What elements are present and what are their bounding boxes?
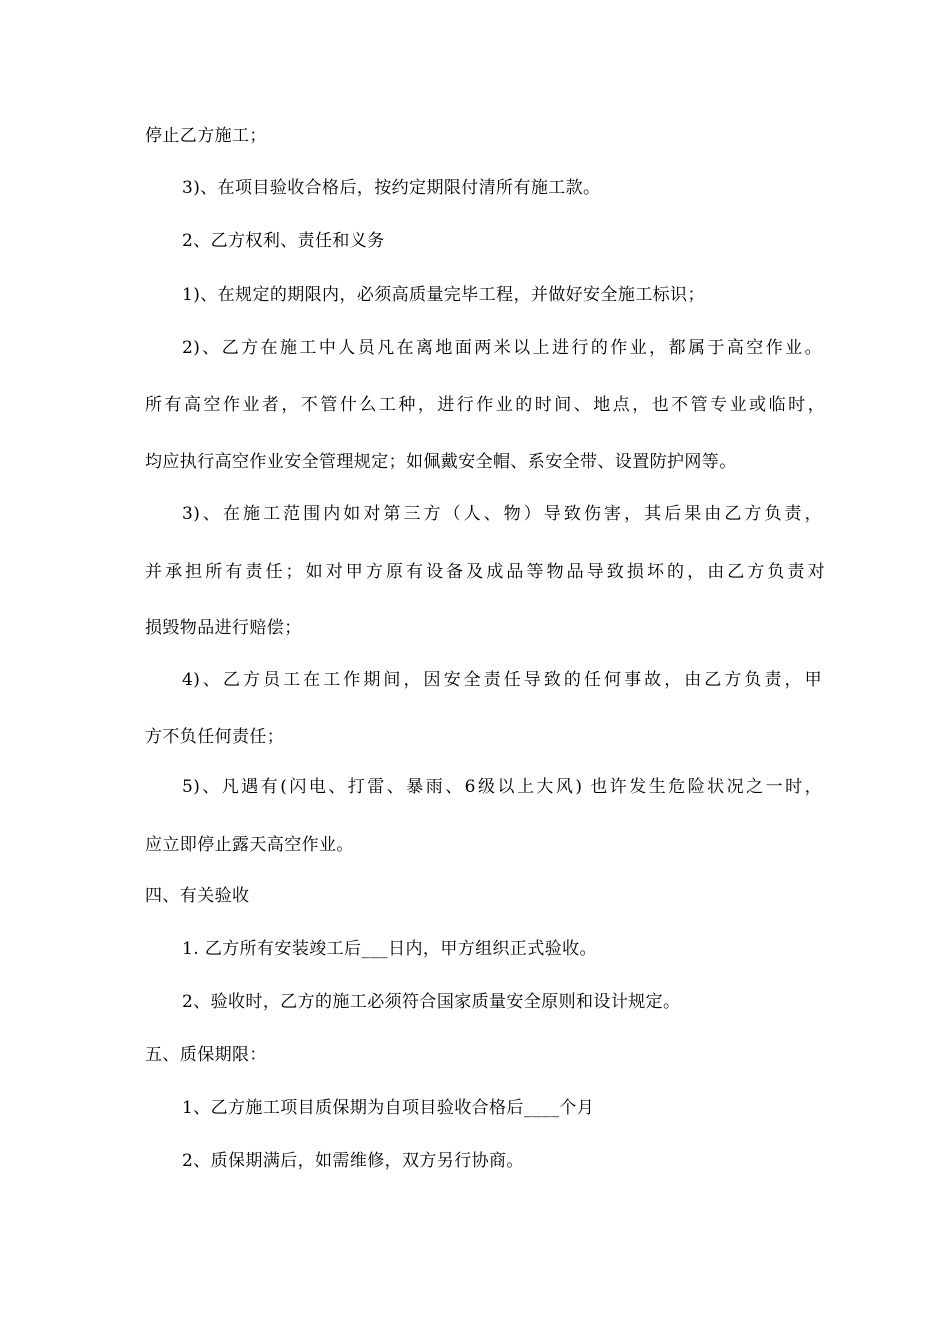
paragraph-line: 均应执行高空作业安全管理规定；如佩戴安全帽、系安全带、设置防护网等。 [145,452,737,472]
paragraph-line: 3)、在施工范围内如对第三方（人、物）导致伤害，其后果由乙方负责， [182,504,822,524]
section-heading: 2、乙方权利、责任和义务 [182,231,385,251]
paragraph-line: 方不负任何责任； [145,727,285,747]
paragraph-line: 1. 乙方所有安装竣工后___日内，甲方组织正式验收。 [182,939,597,959]
paragraph-line: 2、验收时，乙方的施工必须符合国家质量安全原则和设计规定。 [182,992,681,1012]
section-heading: 五、质保期限： [145,1045,267,1065]
section-heading: 四、有关验收 [145,886,250,906]
paragraph-line: 停止乙方施工； [145,126,267,146]
paragraph-line: 并承担所有责任；如对甲方原有设备及成品等物品导致损坏的，由乙方负责对 [145,562,825,582]
paragraph-line: 2)、乙方在施工中人员凡在离地面两米以上进行的作业，都属于高空作业。 [182,338,822,358]
paragraph-line: 4)、乙方员工在工作期间，因安全责任导致的任何事故，由乙方负责，甲 [182,670,822,690]
paragraph-line: 1)、在规定的期限内，必须高质量完毕工程，并做好安全施工标识； [182,285,705,305]
paragraph-line: 损毁物品进行赔偿； [145,618,302,638]
paragraph-line: 所有高空作业者，不管什么工种，进行作业的时间、地点，也不管专业或临时， [145,395,825,415]
paragraph-line: 2、质保期满后，如需维修，双方另行协商。 [182,1151,524,1171]
paragraph-line: 应立即停止露天高空作业。 [145,835,354,855]
paragraph-line: 3)、在项目验收合格后，按约定期限付清所有施工款。 [182,178,601,198]
paragraph-line: 1、乙方施工项目质保期为自项目验收合格后____个月 [182,1098,595,1118]
paragraph-line: 5)、凡遇有(闪电、打雷、暴雨、6级以上大风) 也许发生危险状况之一时， [182,777,822,797]
